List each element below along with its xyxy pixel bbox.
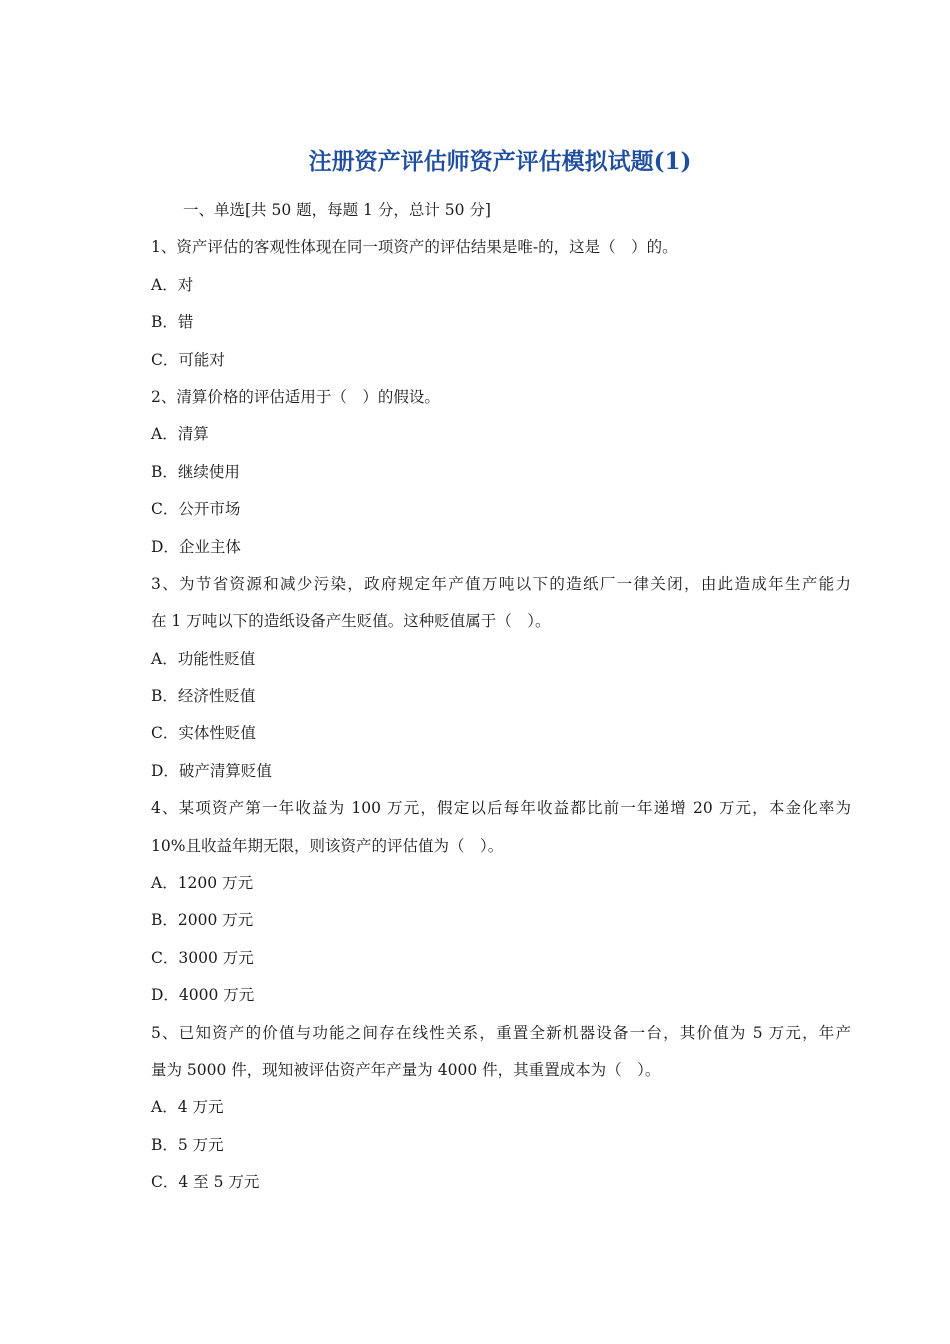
question-3-option-c: C．实体性贬值: [151, 724, 256, 743]
question-4-option-b: B．2000 万元: [151, 911, 254, 930]
question-2-option-b: B．继续使用: [151, 462, 240, 481]
question-5-stem-line-1: 5、已知资产的价值与功能之间存在线性关系，重置全新机器设备一台，其价值为 5 万元，年产: [151, 1023, 851, 1042]
question-1-option-c: C．可能对: [151, 350, 225, 369]
question-5-option-b: B．5 万元: [151, 1135, 224, 1154]
question-3-option-d: D．破产清算贬值: [151, 761, 272, 780]
question-3-stem-line-1: 3、为节省资源和减少污染，政府规定年产值万吨以下的造纸厂一律关闭，由此造成年生产能力: [151, 574, 851, 593]
question-4-stem-line-1: 4、某项资产第一年收益为 100 万元，假定以后每年收益都比前一年递增 20 万元，本金化率为: [151, 799, 851, 818]
question-4-stem-line-2: 10%且收益年期无限，则该资产的评估值为（ ）。: [151, 836, 504, 855]
question-2-option-a: A．清算: [151, 425, 209, 444]
question-2-option-d: D．企业主体: [151, 537, 241, 556]
question-5-option-c: C．4 至 5 万元: [151, 1173, 260, 1192]
document-body: [151, 192, 851, 1202]
question-4-option-a: A．1200 万元: [151, 874, 254, 893]
question-2-stem: 2、清算价格的评估适用于（ ）的假设。: [151, 387, 440, 406]
question-2-option-c: C．公开市场: [151, 500, 241, 519]
document-title: 注册资产评估师资产评估模拟试题(1): [308, 148, 692, 175]
question-1-option-b: B．错: [151, 313, 194, 332]
question-5-stem-line-2: 量为 5000 件，现知被评估资产年产量为 4000 件，其重置成本为（ ）。: [151, 1060, 661, 1079]
section-heading: 一、单选[共 50 题，每题 1 分，总计 50 分]: [183, 201, 491, 219]
question-3-option-b: B．经济性贬值: [151, 687, 256, 706]
question-5-option-a: A．4 万元: [151, 1098, 224, 1117]
question-4-option-c: C．3000 万元: [151, 948, 254, 967]
question-1-option-a: A．对: [151, 275, 194, 294]
question-3-stem-line-2: 在 1 万吨以下的造纸设备产生贬值。这种贬值属于（ ）。: [151, 612, 551, 631]
question-3-option-a: A．功能性贬值: [151, 649, 256, 668]
question-4-option-d: D．4000 万元: [151, 986, 255, 1005]
question-1-stem: 1、资产评估的客观性体现在同一项资产的评估结果是唯-的，这是（ ）的。: [151, 238, 678, 257]
